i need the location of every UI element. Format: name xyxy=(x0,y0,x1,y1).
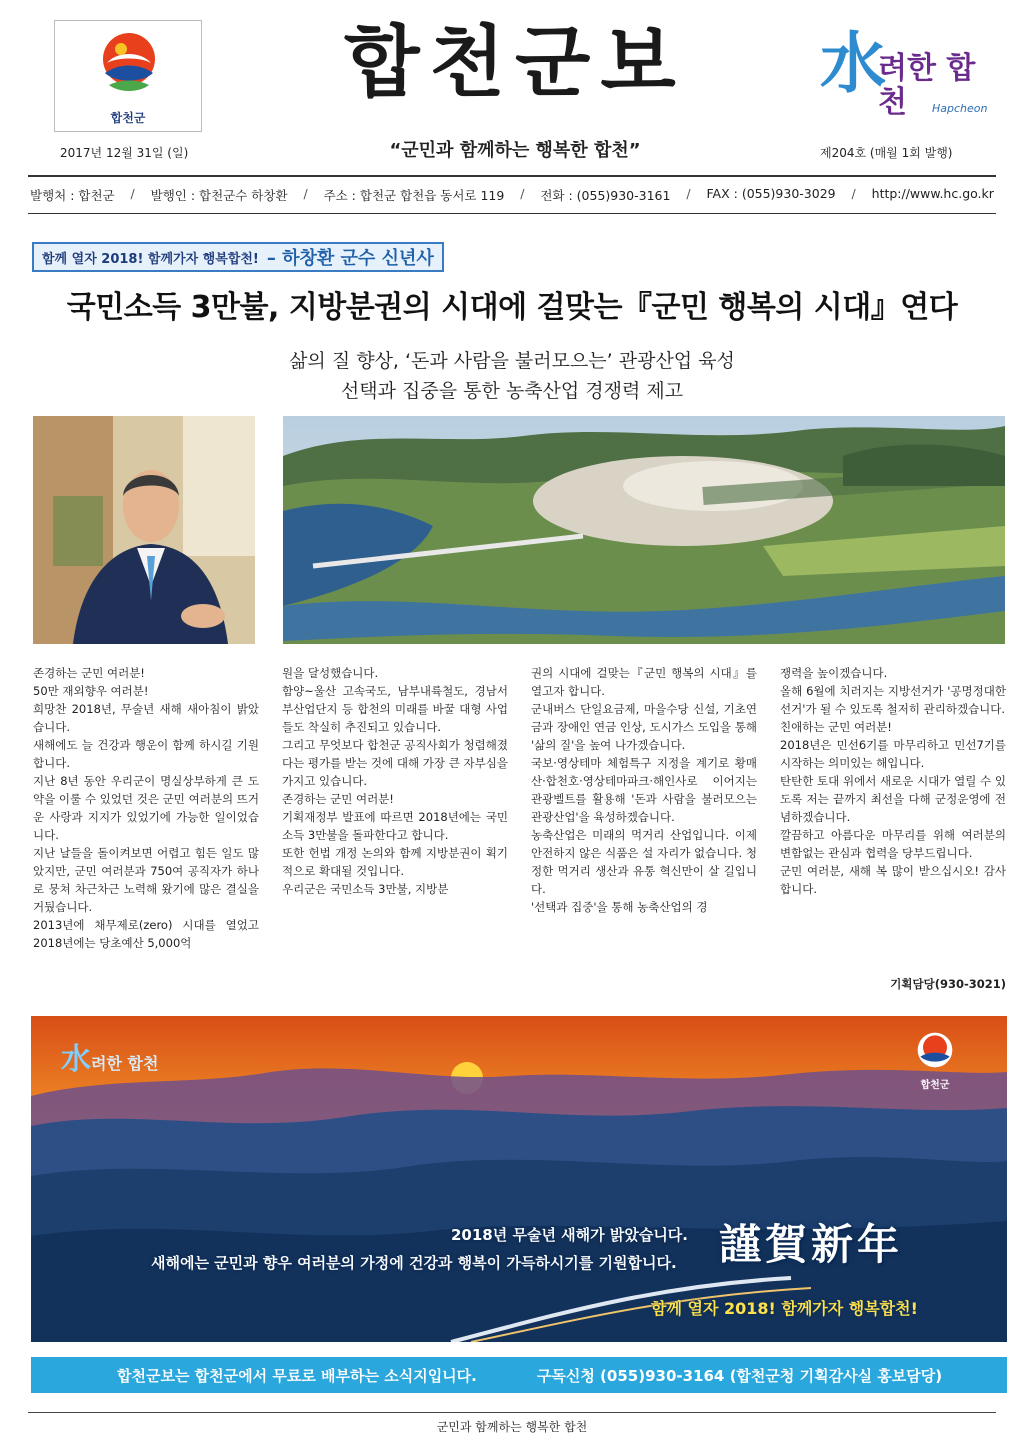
publisher-name: 발행처 : 합천군 xyxy=(30,188,115,203)
issue-number: 제204호 (매월 1회 발행) xyxy=(820,146,953,160)
paragraph: 권의 시대에 걸맞는『군민 행복의 시대』를 열고자 합니다. xyxy=(531,666,757,698)
paragraph: 2013년에 채무제로(zero) 시대를 열었고 2018년에는 당초예산 5,000억 xyxy=(33,918,259,950)
paragraph: 지난 8년 동안 우리군이 명실상부하게 큰 도약을 이룰 수 있었던 것은 군민 여러분의 뜨거운 사랑과 지지가 있었기에 가능한 일이었습니다. xyxy=(33,774,259,842)
publisher-info-line xyxy=(30,186,994,204)
ad-county-emblem xyxy=(905,1030,965,1091)
paragraph: 군내버스 단일요금제, 마을수당 신설, 기초연금과 장애인 연금 인상, 도시가스 도입을 통해 '삶의 질'을 높여 나가겠습니다. xyxy=(531,702,757,752)
brand-logo-subtext: Hapcheon xyxy=(932,102,988,115)
article-subhead-2: 선택과 집중을 통한 농축산업 경쟁력 제고 xyxy=(340,380,684,402)
paragraph: 50만 재외향우 여러분! xyxy=(33,684,149,698)
paragraph: 기획재정부 발표에 따르면 2018년에는 국민소득 3만불을 돌파한다고 합니다. xyxy=(282,810,508,842)
paragraph: 농축산업은 미래의 먹거리 산업입니다. 이제 안전하지 않은 식품은 설 자리가 없습니다. 청정한 먹거리 생산과 유통 혁신만이 살 길입니다. xyxy=(531,828,757,896)
governor-portrait-photo xyxy=(33,416,255,644)
paragraph: 그리고 무엇보다 합천군 공직사회가 청렴해졌다는 평가를 받는 것에 대해 가장 큰 자부심을 가지고 있습니다. xyxy=(282,738,508,788)
brand-logo-text: 려한 합천 xyxy=(878,51,976,120)
county-emblem-icon xyxy=(915,1030,955,1070)
paragraph: 쟁력을 높이겠습니다. xyxy=(780,666,888,680)
separator: / xyxy=(520,186,525,201)
issue-date: 2017년 12월 31일 (일) xyxy=(60,146,189,160)
article-byline: 기획담당(930-3021) xyxy=(890,977,1006,991)
ad-brand-logo-mark: 水 xyxy=(61,1042,91,1077)
issuer-name: 발행인 : 합천군수 하창환 xyxy=(150,188,288,203)
paragraph: 군민 여러분, 새해 복 많이 받으십시오! 감사합니다. xyxy=(780,864,1006,896)
county-emblem-icon xyxy=(99,29,159,107)
article-headline: 국민소득 3만불, 지방분권의 시대에 걸맞는『군민 행복의 시대』연다 xyxy=(66,290,958,325)
new-year-calligraphy: 謹賀新年 xyxy=(719,1220,904,1269)
paragraph: 올해 6월에 치러지는 지방선거가 '공명정대한 선거'가 될 수 있도록 철저히 관리하겠습니다. xyxy=(780,684,1006,716)
hapcheon-aerial-photo xyxy=(283,416,1005,644)
article-column-4 xyxy=(780,664,1006,898)
article-column-1 xyxy=(33,664,259,952)
paragraph: 존경하는 군민 여러분! xyxy=(282,792,394,806)
footer-divider xyxy=(28,1412,996,1413)
ad-brand-logo xyxy=(61,1034,158,1078)
ad-emblem-label: 합천군 xyxy=(920,1080,950,1091)
brand-logo-mark: 水 xyxy=(820,24,886,102)
greeting-message-1: 2018년 무술년 새해가 밝았습니다. xyxy=(451,1226,688,1244)
new-year-greeting-banner xyxy=(31,1016,1007,1342)
article-column-2 xyxy=(282,664,508,898)
paragraph: 원을 달성했습니다. xyxy=(282,666,379,680)
page-footer: 군민과 함께하는 행복한 합천 xyxy=(436,1420,588,1434)
free-distribution-notice: 합천군보는 합천군에서 무료로 배부하는 소식지입니다. xyxy=(117,1366,477,1385)
publisher-fax: FAX : (055)930-3029 xyxy=(706,186,836,201)
county-logo xyxy=(54,20,202,132)
kicker-title: – 하창환 군수 신년사 xyxy=(266,248,434,269)
paragraph: 또한 헌법 개정 논의와 함께 지방분권이 획기적으로 확대될 것입니다. xyxy=(282,846,508,878)
newspaper-title: 합천군보 xyxy=(344,17,686,108)
sunrise-landscape-illustration xyxy=(31,1016,1007,1342)
paragraph: 친애하는 군민 여러분! xyxy=(780,720,892,734)
separator: / xyxy=(686,186,691,201)
paragraph: 2018년은 민선6기를 마무리하고 민선7기를 시작하는 의미있는 해입니다. xyxy=(780,738,1006,770)
paragraph: 지난 날들을 돌이켜보면 어렵고 힘든 일도 많았지만, 군민 여러분과 750여 공직자가 하나로 뭉쳐 차근차근 노력해 왔기에 많은 결실을 거뒀습니다. xyxy=(33,846,259,914)
paragraph: 존경하는 군민 여러분! xyxy=(33,666,145,680)
paragraph: 탄탄한 토대 위에서 새로운 시대가 열릴 수 있도록 저는 끝까지 최선을 다해 군정운영에 전념하겠습니다. xyxy=(780,774,1006,824)
publisher-url[interactable]: http://www.hc.go.kr xyxy=(871,186,994,201)
subscription-info-bar xyxy=(31,1357,1007,1393)
brand-logo xyxy=(820,24,990,124)
kicker-slogan: 함께 열자 2018! 함께가자 행복합천! xyxy=(42,251,259,267)
county-logo-label: 합천군 xyxy=(110,111,146,125)
publisher-divider xyxy=(28,213,996,214)
ad-slogan: 함께 열자 2018! 함께가자 행복합천! xyxy=(651,1299,918,1318)
paragraph: 함양~울산 고속국도, 남부내륙철도, 경남서부산업단지 등 합천의 미래를 바꿀 대형 사업들도 착실히 추진되고 있습니다. xyxy=(282,684,508,734)
newspaper-motto: “군민과 함께하는 행복한 합천” xyxy=(389,140,641,161)
subscription-contact: 구독신청 (055)930-3164 (합천군청 기획감사실 홍보담당) xyxy=(536,1366,943,1385)
publisher-address: 주소 : 합천군 합천읍 동서로 119 xyxy=(323,188,505,203)
separator: / xyxy=(851,186,856,201)
paragraph: 희망찬 2018년, 무술년 새해 새아침이 밝았습니다. xyxy=(33,702,259,734)
separator: / xyxy=(130,186,135,201)
article-subhead-1: 삶의 질 향상, ‘돈과 사람을 불러모으는’ 관광산업 육성 xyxy=(289,350,735,372)
separator: / xyxy=(303,186,308,201)
paragraph: 깔끔하고 아름다운 마무리를 위해 여러분의 변함없는 관심과 협력을 당부드립니다. xyxy=(780,828,1006,860)
ad-brand-logo-text: 려한 합천 xyxy=(91,1054,159,1073)
article-column-3 xyxy=(531,664,757,916)
paragraph: 우리군은 국민소득 3만불, 지방분 xyxy=(282,882,449,896)
paragraph: 국보·영상테마 체험특구 지정을 계기로 황매산·합천호·영상테마파크·해인사로 이어지는 관광벨트를 활용해 '돈과 사람을 불러모으는 관광산업'을 육성하겠습니다. xyxy=(531,756,757,824)
paragraph: 새해에도 늘 건강과 행운이 함께 하시길 기원합니다. xyxy=(33,738,259,770)
article-kicker xyxy=(32,242,444,272)
publisher-phone: 전화 : (055)930-3161 xyxy=(540,188,671,203)
greeting-message-2: 새해에는 군민과 향우 여러분의 가정에 건강과 행복이 가득하시기를 기원합니다. xyxy=(151,1254,677,1272)
paragraph: '선택과 집중'을 통해 농축산업의 경 xyxy=(531,900,708,914)
masthead-divider xyxy=(28,175,996,177)
